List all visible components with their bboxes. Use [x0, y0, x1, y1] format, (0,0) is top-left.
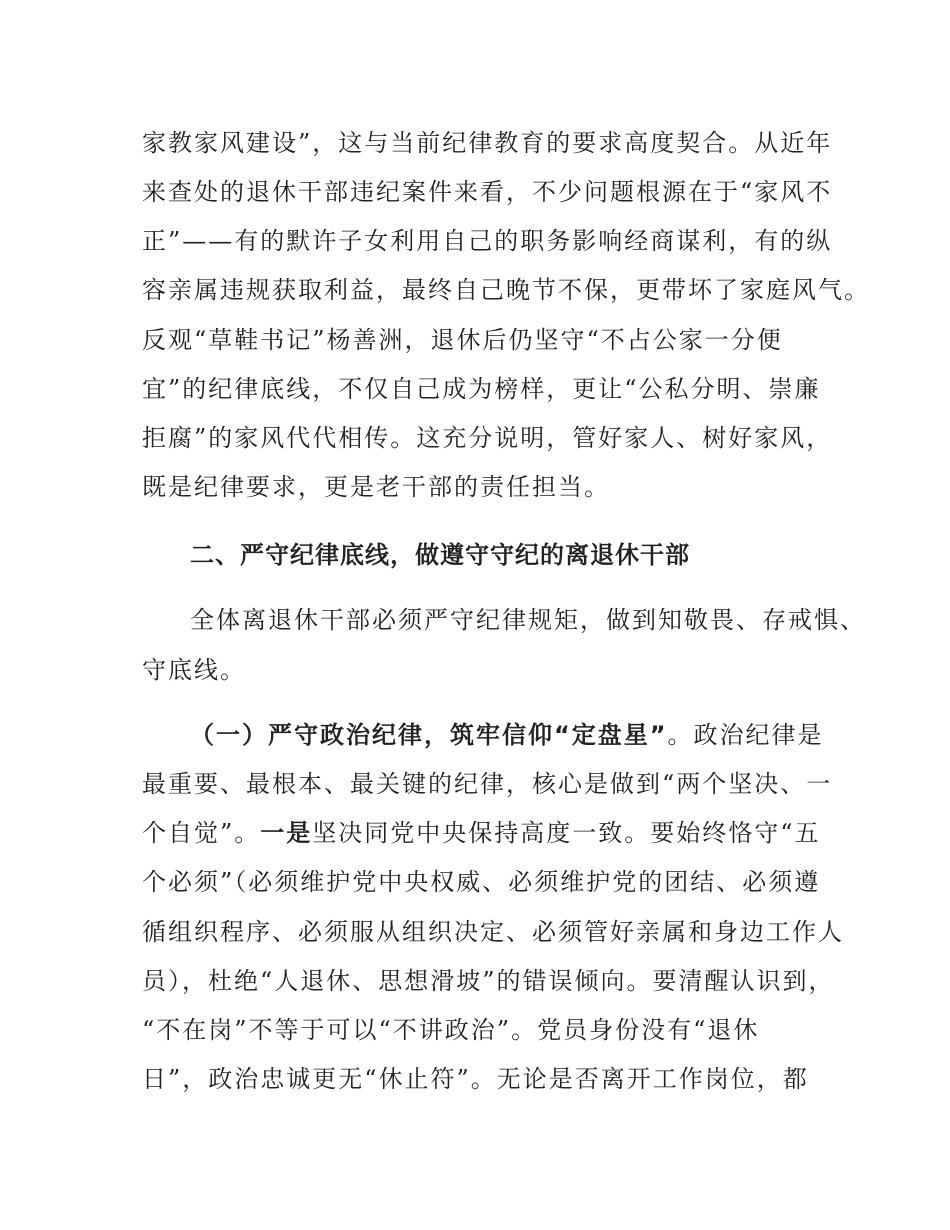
subsection-heading: （一）严守政治纪律，筑牢信仰“定盘星”	[190, 721, 668, 749]
section-heading: 二、严守纪律底线，做遵守守纪的离退休干部	[190, 541, 690, 569]
paragraph-line: “不在岗”不等于可以“不讲政治”。党员身份没有“退休	[142, 1016, 760, 1044]
paragraph-line: 反观“草鞋书记”杨善洲，退休后仍坚守“不占公家一分便	[142, 326, 783, 354]
paragraph-line: 既是纪律要求，更是老干部的责任担当。	[142, 473, 610, 501]
paragraph-line: 最重要、最根本、最关键的纪律，核心是做到“两个坚决、一	[142, 770, 833, 798]
paragraph-line: 家教家风建设”，这与当前纪律教育的要求高度契合。从近年	[142, 129, 833, 157]
paragraph-line: 循组织程序、必须服从组织决定、必须管好亲属和身边工作人	[142, 918, 844, 946]
paragraph-line: 守底线。	[142, 656, 246, 684]
paragraph-line: 日”，政治忠诚更无“休止符”。无论是否离开工作岗位，都	[142, 1065, 809, 1093]
paragraph-text: 。政治纪律是	[667, 721, 824, 749]
paragraph-line: 全体离退休干部必须严守纪律规矩，做到知敬畏、存戒惧、	[190, 606, 866, 634]
paragraph-line: 员），杜绝“人退休、思想滑坡”的错误倾向。要清醒认识到，	[142, 967, 835, 995]
paragraph-line	[190, 720, 824, 750]
paragraph-line: 宜”的纪律底线，不仅自己成为榜样，更让“公私分明、崇廉	[142, 375, 821, 403]
paragraph-text: 坚决同党中央保持高度一致。要始终恪守“五	[312, 819, 821, 847]
paragraph-line: 容亲属违规获取利益，最终自己晚节不保，更带坏了家庭风气。	[142, 276, 870, 304]
paragraph-text: 个自觉”。	[142, 819, 261, 847]
point-label: 一是	[260, 819, 313, 847]
paragraph-line: 个必须”（必须维护党中央权威、必须维护党的团结、必须遵	[142, 868, 821, 896]
paragraph-line: 来查处的退休干部违纪案件来看，不少问题根源在于“家风不	[142, 178, 833, 206]
paragraph-line: 正”——有的默许子女利用自己的职务影响经商谋利，有的纵	[142, 227, 833, 255]
paragraph-line: 拒腐”的家风代代相传。这充分说明，管好家人、树好家风，	[142, 424, 833, 452]
paragraph-line	[142, 818, 821, 848]
